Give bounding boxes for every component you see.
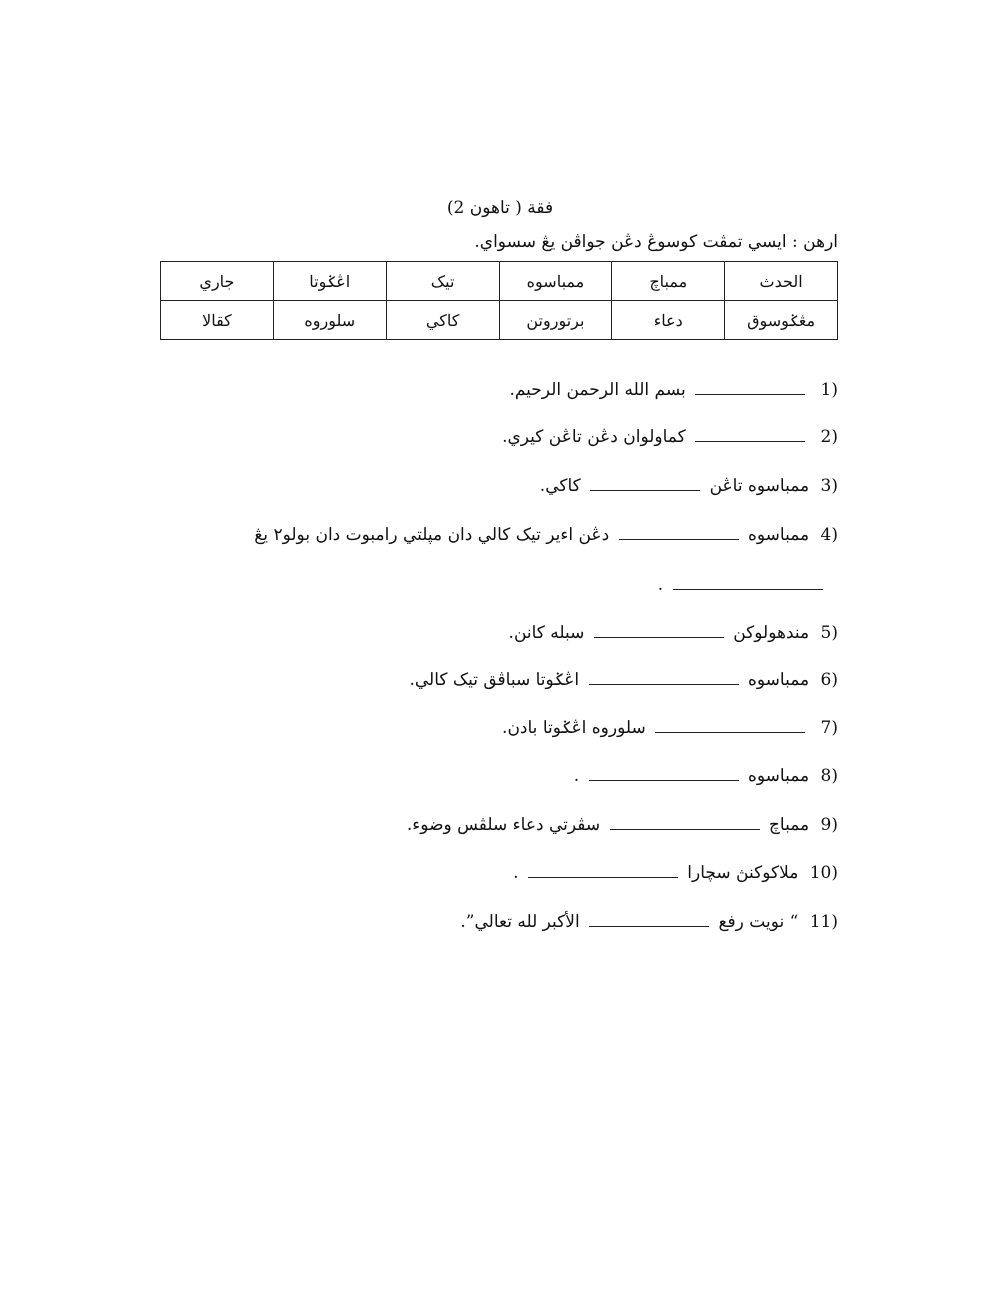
word-bank-cell: الحدث (725, 262, 838, 301)
answer-blank[interactable] (695, 376, 805, 395)
word-bank-cell: مڠݢوسوق (725, 301, 838, 340)
question-text: كماولوان دڠن تاڠن كيري. (502, 427, 686, 447)
question-8 (278, 761, 838, 791)
instruction-text: ارهن : ايسي تمڤت كوسوڠ دڠن جواڤن يڠ سسواي. (474, 232, 838, 252)
question-1 (278, 375, 838, 405)
answer-blank[interactable] (655, 714, 805, 733)
word-bank-cell: اڠݢوتا (273, 262, 386, 301)
question-text: ملاكوكنڽ سچارا (687, 863, 799, 883)
question-number: 4) (820, 525, 838, 545)
word-bank-table (160, 261, 838, 340)
question-number: 9) (820, 815, 838, 835)
word-bank-cell: كاكي (386, 301, 499, 340)
word-bank-row (161, 301, 838, 340)
question-text: سلوروه اڠݢوتا بادن. (502, 718, 646, 738)
question-text: ممباچ (768, 815, 810, 835)
word-bank-cell: سلوروه (273, 301, 386, 340)
question-number: 8) (820, 766, 838, 786)
question-7 (278, 713, 838, 743)
answer-blank[interactable] (695, 423, 805, 442)
question-4 (238, 520, 838, 550)
question-number: 10) (809, 863, 838, 883)
answer-blank[interactable] (589, 666, 739, 685)
question-text: ممباسوه (747, 766, 810, 786)
question-text: سبله كانن. (508, 623, 585, 643)
answer-blank[interactable] (610, 811, 760, 830)
question-9 (278, 810, 838, 840)
question-text: دڠن اءير تيک كالي دان مپلتي رامبوت دان بولو٢ يڠ (254, 525, 610, 545)
question-text: “ نويت رفع (718, 912, 799, 932)
question-number: 3) (820, 476, 838, 496)
question-text: ممباسوه تاڠن (709, 476, 810, 496)
answer-blank[interactable] (594, 619, 724, 638)
question-11 (278, 907, 838, 937)
word-bank-row (161, 262, 838, 301)
word-bank-cell: جاري (161, 262, 274, 301)
word-bank-cell: ممباسوه (499, 262, 612, 301)
question-text: اڠݢوتا سباڤق تيک كالي. (409, 670, 580, 690)
question-number: 5) (820, 623, 838, 643)
question-text: ممباسوه (747, 670, 810, 690)
question-text: مندهولوكن (733, 623, 810, 643)
question-text: سڤرتي دعاء سلڤس وضوء. (406, 815, 601, 835)
question-2 (278, 422, 838, 452)
answer-blank[interactable] (590, 472, 700, 491)
question-6 (278, 665, 838, 695)
question-text: . (513, 863, 519, 883)
answer-blank[interactable] (619, 521, 739, 540)
question-text: ممباسوه (747, 525, 810, 545)
page-title: فقة ( تاهون 2) (446, 198, 554, 218)
answer-blank[interactable] (528, 859, 678, 878)
answer-blank[interactable] (589, 908, 709, 927)
word-bank-cell: دعاء (612, 301, 725, 340)
question-number: 6) (820, 670, 838, 690)
question-4-continuation (278, 570, 838, 600)
question-number: 11) (809, 912, 838, 932)
answer-blank[interactable] (673, 571, 823, 590)
question-number: 7) (820, 718, 838, 738)
question-text: بسم الله الرحمن الرحيم. (509, 380, 686, 400)
word-bank-cell: برتوروتن (499, 301, 612, 340)
word-bank-cell: تيک (386, 262, 499, 301)
question-text: الأكبر لله تعالي”. (460, 912, 580, 932)
question-text: . (573, 766, 580, 786)
question-10 (278, 858, 838, 888)
question-3 (278, 471, 838, 501)
word-bank-cell: ممباچ (612, 262, 725, 301)
question-number: 2) (820, 427, 838, 447)
word-bank-cell: کقالا (161, 301, 274, 340)
question-number: 1) (820, 380, 838, 400)
answer-blank[interactable] (589, 762, 739, 781)
question-5 (278, 618, 838, 648)
question-text: كاكي. (539, 476, 581, 496)
question-text: . (657, 575, 664, 595)
